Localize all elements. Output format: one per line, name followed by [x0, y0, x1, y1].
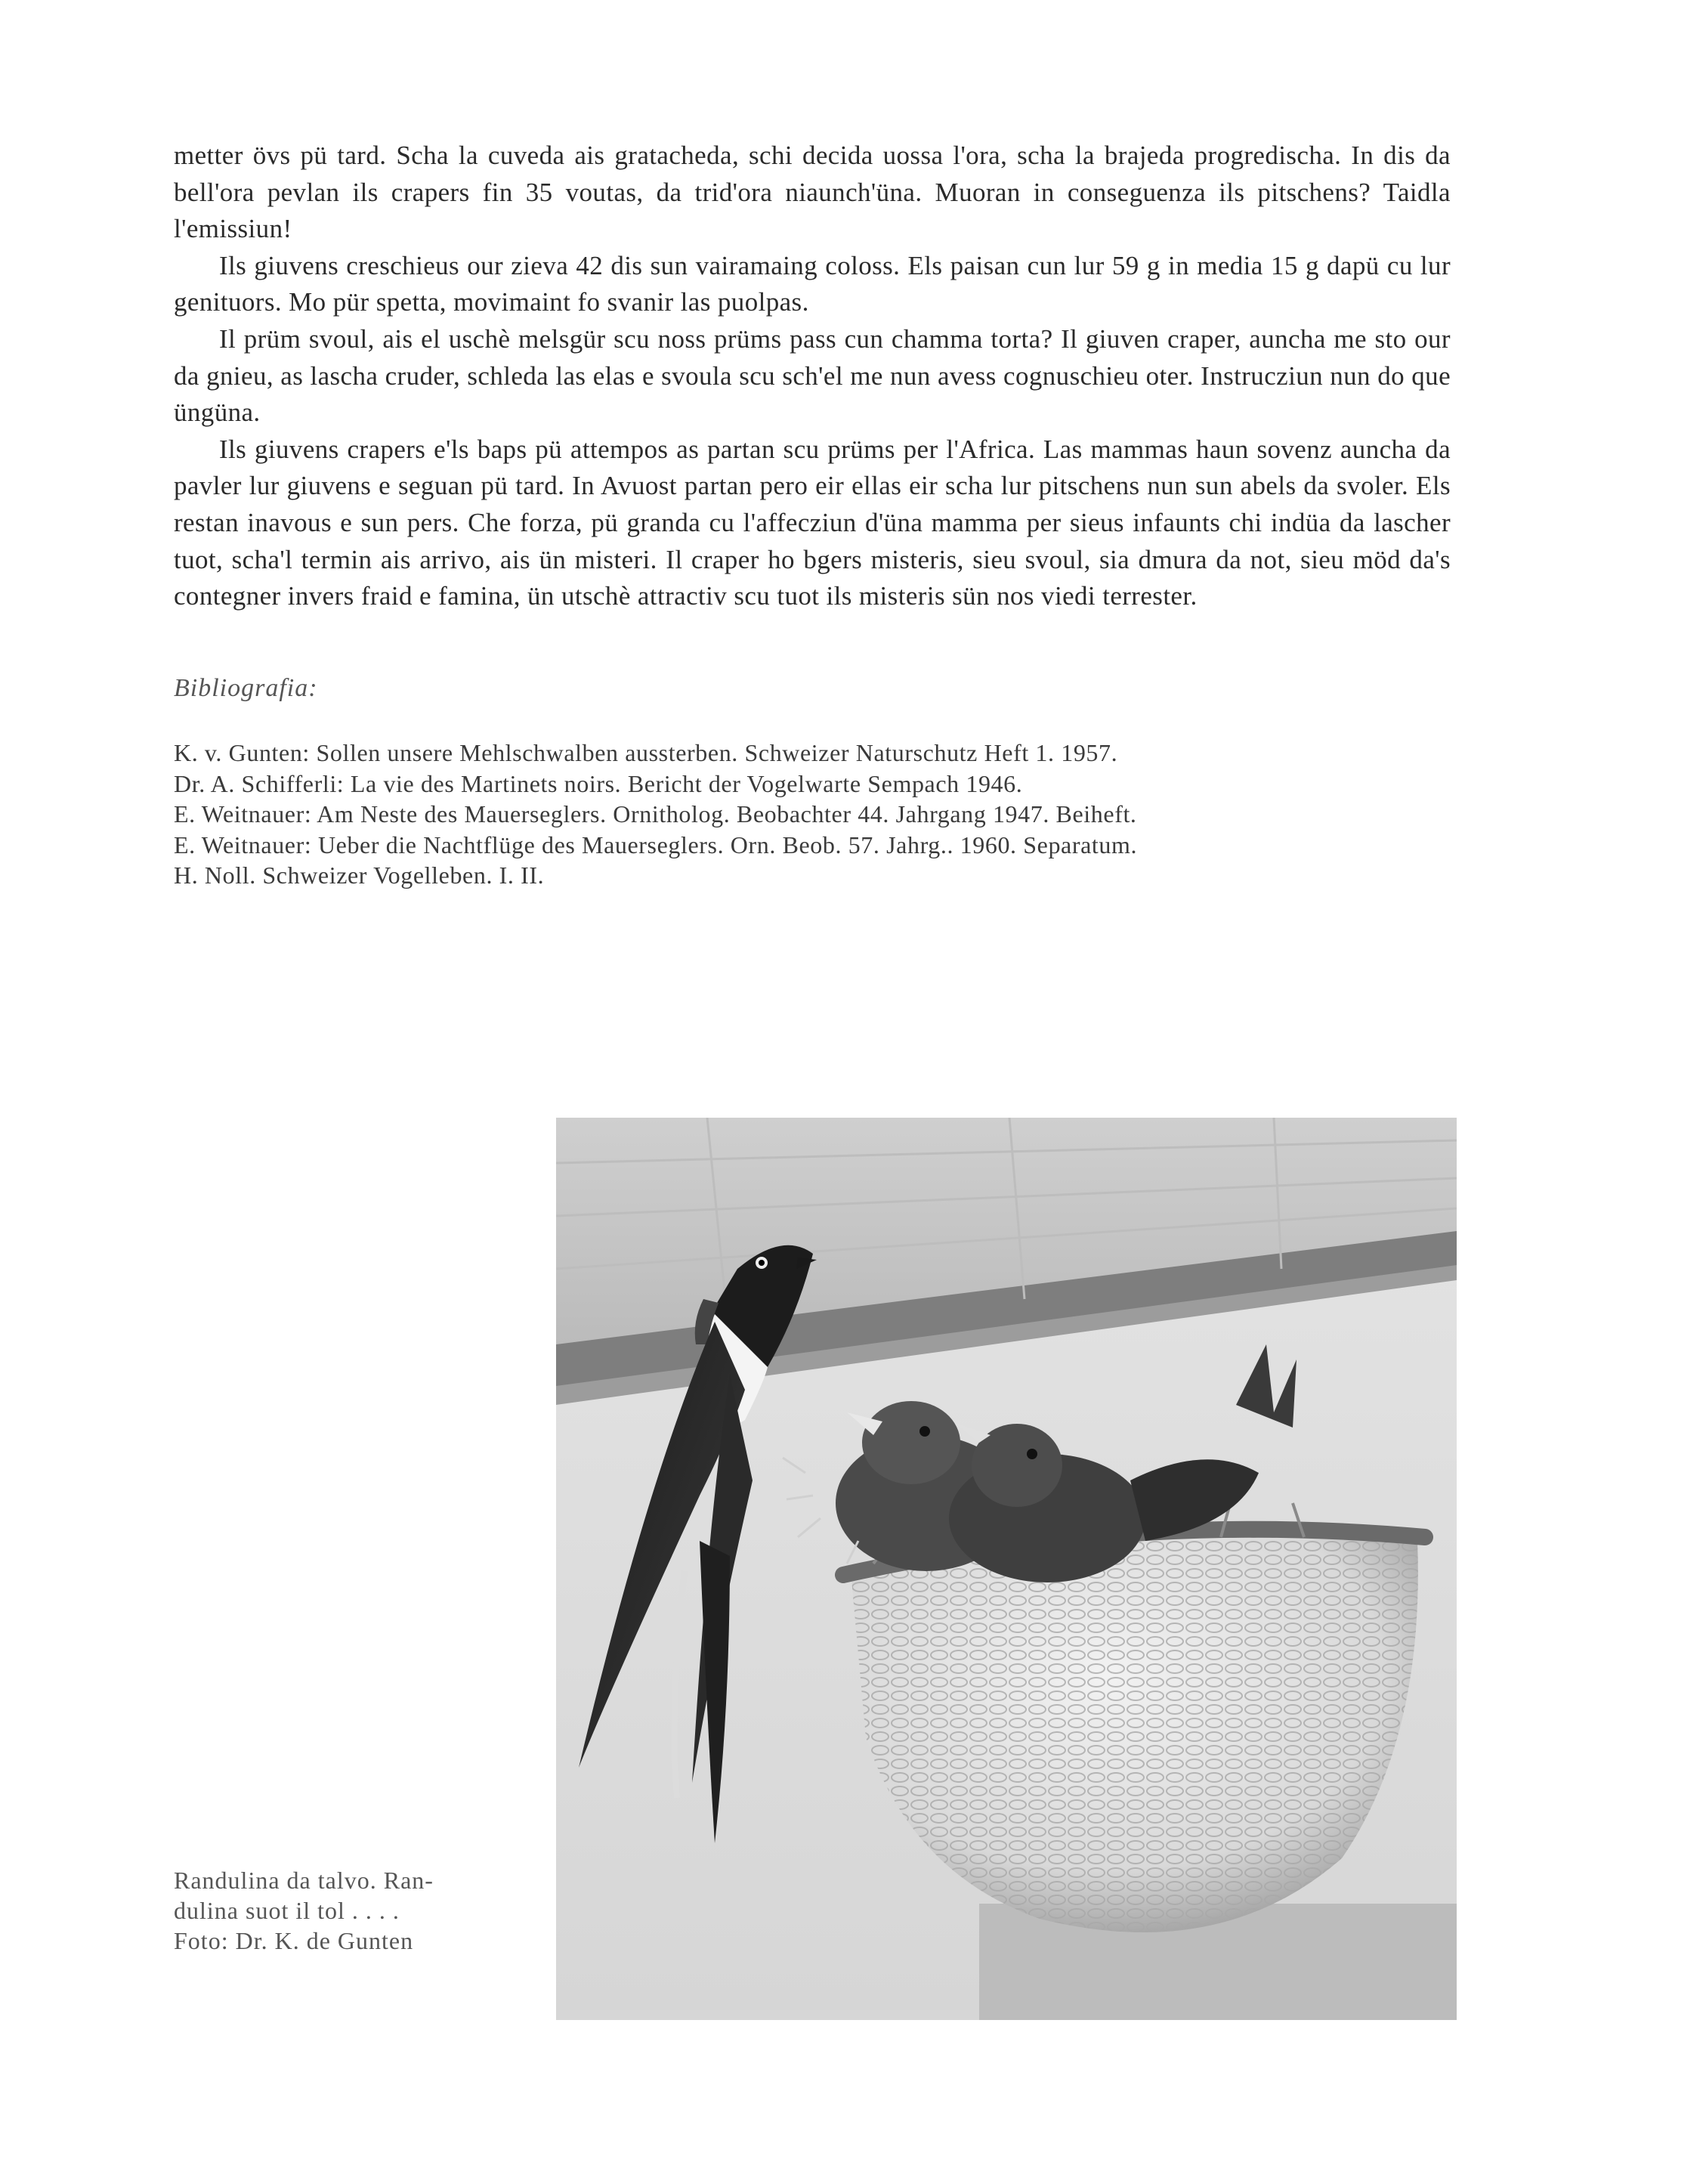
- paragraph: Ils giuvens creschieus our zieva 42 dis sun vairamaing coloss. Els paisan cun lur 59 g in media 15 g dapü cu lur genituors. Mo pür spetta, movimaint fo svanir las puolpas.: [174, 250, 1451, 317]
- bibliography-list: [174, 738, 1458, 891]
- caption-line: dulina suot il tol . . . .: [174, 1897, 400, 1924]
- bibliography-entry: E. Weitnauer: Am Neste des Mauerseglers. Ornitholog. Beobachter 44. Jahrgang 1947. Beiheft.: [174, 800, 1137, 828]
- paragraph: metter övs pü tard. Scha la cuveda ais gratacheda, schi decida uossa l'ora, scha la brajeda progredischa. In dis da bell'ora pevlan ils crapers fin 35 voutas, da trid'ora niaunch'üna. Muoran in conseguenza ils pitschens? Taidla l'emissiun!: [174, 141, 1451, 244]
- bibliography-entry: Dr. A. Schifferli: La vie des Martinets noirs. Bericht der Vogelwarte Sempach 1946.: [174, 769, 1023, 797]
- bibliography-heading: Bibliografia:: [174, 674, 318, 702]
- bibliography-entry: H. Noll. Schweizer Vogelleben. I. II.: [174, 862, 545, 889]
- photo-illustration: [556, 1118, 1457, 2020]
- caption-line: Randulina da talvo. Ran-: [174, 1867, 434, 1894]
- photo-caption: [174, 1865, 521, 1956]
- paragraph: Il prüm svoul, ais el uschè melsgür scu noss prüms pass cun chamma torta? Il giuven craper, auncha me sto our da gnieu, as lascha cruder, schleda las elas e svoula scu sch'el me nun avess cognuschieu oter. Instrucziun nun do que üngüna.: [174, 323, 1451, 428]
- body-text: [174, 138, 1451, 615]
- bibliography-entry: E. Weitnauer: Ueber die Nachtflüge des Mauerseglers. Orn. Beob. 57. Jahrg.. 1960. Separatum.: [174, 831, 1138, 858]
- bibliography-entry: K. v. Gunten: Sollen unsere Mehlschwalben aussterben. Schweizer Naturschutz Heft 1. 1957.: [174, 739, 1118, 766]
- swallow-feeding-chicks-photo: [556, 1118, 1457, 2020]
- paragraph: Ils giuvens crapers e'ls baps pü attempos as partan scu prüms per l'Africa. Las mammas haun sovenz auncha da pavler lur giuvens e seguan pü tard. In Avuost partan pero eir ellas eir scha lur pitschens nun sun abels da svoler. Els restan inavous e sun pers. Che forza, pü granda cu l'affecziun d'üna mamma per sieus infaunts chi indüa da lascher tuot, scha'l termin ais arrivo, ais ün misteri. Il craper ho bgers misteris, sieu svoul, sia dmura da not, sieu möd da's contegner invers fraid e famina, ün utschè attractiv scu tuot ils misteris sün nos viedi terrester.: [174, 434, 1451, 611]
- caption-line: Foto: Dr. K. de Gunten: [174, 1927, 414, 1954]
